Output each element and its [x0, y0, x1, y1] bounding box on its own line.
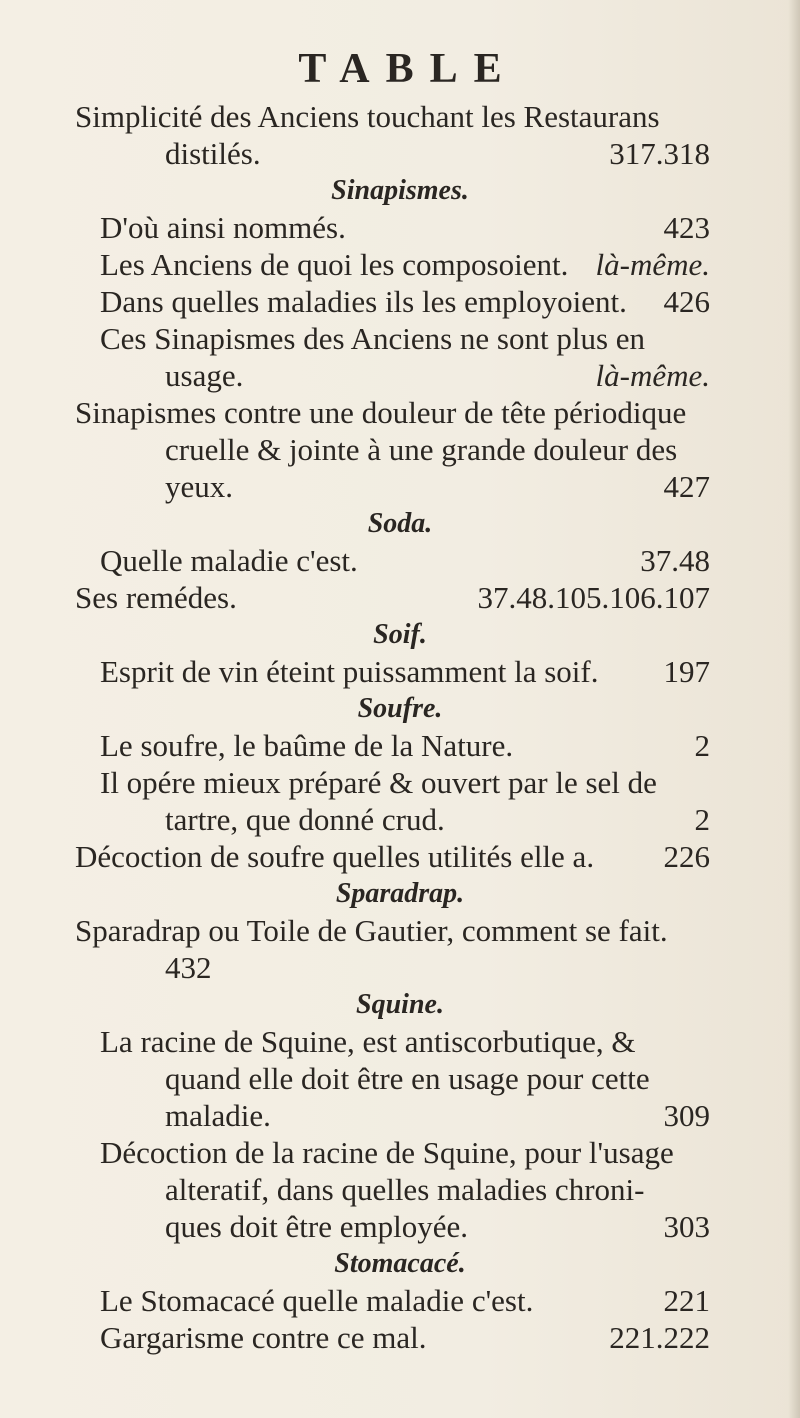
entry-text: alteratif, dans quelles maladies chroni- — [165, 1172, 645, 1207]
page-reference: 221.222 — [609, 1320, 710, 1355]
entry-text: maladie. — [165, 1098, 271, 1133]
index-heading: Soufre. — [357, 693, 443, 724]
page-reference: 309 — [663, 1098, 710, 1133]
entry-text: Décoction de soufre quelles utilités elle a. — [75, 839, 595, 874]
index-heading: Sparadrap. — [335, 878, 465, 909]
page-title: TABLE — [298, 46, 518, 92]
index-entry — [0, 949, 800, 986]
page-reference: 221 — [663, 1283, 710, 1318]
index-heading: Soif. — [373, 619, 427, 650]
entry-text: Quelle maladie c'est. — [100, 543, 358, 578]
entry-text: distilés. — [165, 136, 261, 171]
entry-text: Simplicité des Anciens touchant les Restaurans — [75, 99, 660, 134]
index-entry — [0, 1060, 800, 1097]
index-entry — [0, 801, 800, 838]
index-entry — [0, 1319, 800, 1356]
page-reference: 37.48 — [640, 543, 710, 578]
index-entry — [0, 246, 800, 283]
page-reference: 2 — [694, 802, 710, 837]
page-reference: 423 — [663, 210, 710, 245]
index-entry — [0, 135, 800, 172]
entry-text: Le soufre, le baûme de la Nature. — [100, 728, 514, 763]
page-reference: 197 — [663, 654, 710, 689]
entry-text: D'où ainsi nommés. — [100, 210, 346, 245]
index-entry — [0, 431, 800, 468]
index-entry — [0, 1097, 800, 1134]
index-entry — [0, 838, 800, 875]
entry-text: Le Stomacacé quelle maladie c'est. — [100, 1283, 534, 1318]
index-heading: Stomacacé. — [334, 1248, 466, 1279]
entry-text: Décoction de la racine de Squine, pour l'usage — [100, 1135, 674, 1170]
index-entry — [0, 1171, 800, 1208]
page-reference: là-même. — [595, 247, 710, 282]
index-entry — [0, 98, 800, 135]
entry-text: quand elle doit être en usage pour cette — [165, 1061, 650, 1096]
entry-text: Dans quelles maladies ils les employoient. — [100, 284, 627, 319]
index-heading: Sinapismes. — [331, 175, 469, 206]
entry-text: Esprit de vin éteint puissamment la soif. — [100, 654, 599, 689]
index-entry — [0, 579, 800, 616]
entry-text: yeux. — [165, 469, 234, 504]
page-reference: 427 — [663, 469, 710, 504]
page-reference: 303 — [663, 1209, 710, 1244]
index-entry — [0, 542, 800, 579]
entry-text: La racine de Squine, est antiscorbutique, & — [100, 1024, 636, 1059]
entry-text: tartre, que donné crud. — [165, 802, 445, 837]
entry-text: Sinapismes contre une douleur de tête périodique — [75, 395, 687, 430]
page-reference: 426 — [663, 284, 710, 319]
entry-text: Ces Sinapismes des Anciens ne sont plus en — [100, 321, 646, 356]
page-reference: 317.318 — [609, 136, 710, 171]
entry-text: Sparadrap ou Toile de Gautier, comment se fait. — [75, 913, 668, 948]
index-entry — [0, 357, 800, 394]
index-entry — [0, 468, 800, 505]
index-heading: Soda. — [367, 508, 433, 539]
entry-text: 432 — [165, 950, 212, 985]
page-reference: 2 — [694, 728, 710, 763]
entry-text: Les Anciens de quoi les composoient. — [100, 247, 569, 282]
index-entry — [0, 1023, 800, 1060]
index-entry — [0, 320, 800, 357]
index-content — [0, 40, 800, 1356]
index-entry — [0, 727, 800, 764]
entry-text: cruelle & jointe à une grande douleur des — [165, 432, 678, 467]
index-entry — [0, 283, 800, 320]
entry-text: ques doit être employée. — [165, 1209, 469, 1244]
index-entry — [0, 1134, 800, 1171]
page-reference: 226 — [663, 839, 710, 874]
index-entry — [0, 394, 800, 431]
entry-text: usage. — [165, 358, 244, 393]
entry-text: Il opére mieux préparé & ouvert par le sel de — [100, 765, 657, 800]
index-entry — [0, 209, 800, 246]
entry-text: Ses remédes. — [75, 580, 237, 615]
page-reference: là-même. — [595, 358, 710, 393]
index-entry — [0, 764, 800, 801]
page-reference: 37.48.105.106.107 — [477, 580, 710, 615]
index-entry — [0, 912, 800, 949]
index-entry — [0, 653, 800, 690]
index-heading: Squine. — [356, 989, 444, 1020]
index-lines — [0, 98, 800, 1356]
index-entry — [0, 1282, 800, 1319]
entry-text: Gargarisme contre ce mal. — [100, 1320, 427, 1355]
index-entry — [0, 1208, 800, 1245]
